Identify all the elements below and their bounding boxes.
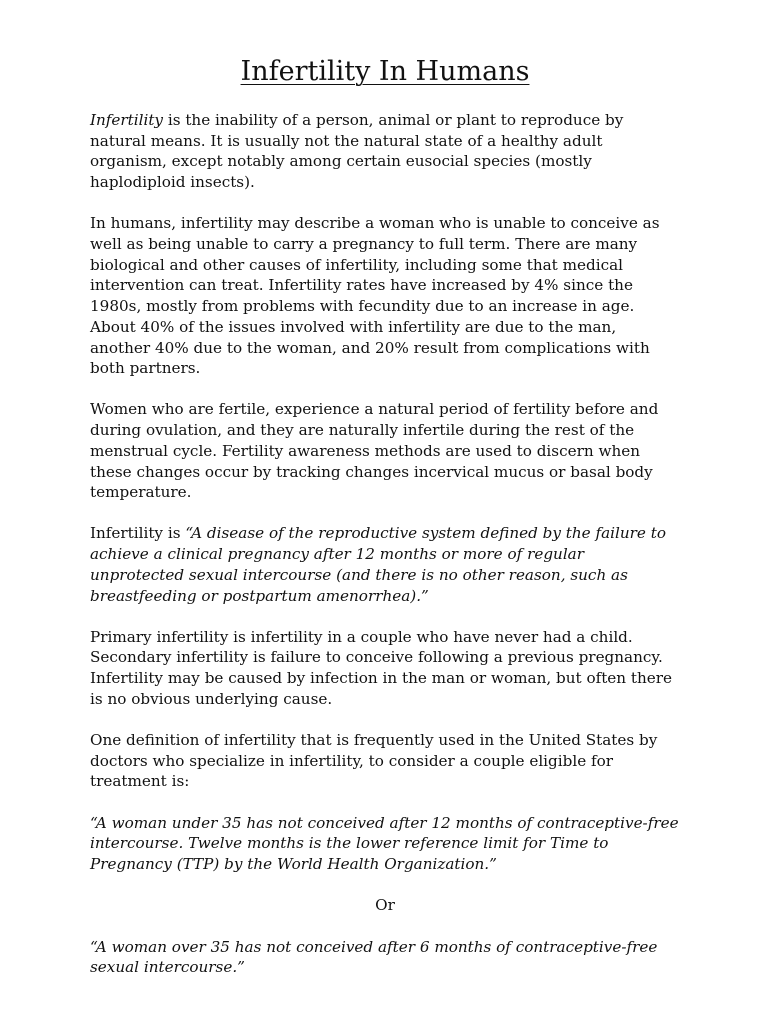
disease-lead: Infertility is — [90, 524, 186, 543]
quote-over-35: “A woman over 35 has not conceived after 6 months of contraceptive-free sexual intercourse.” — [90, 937, 658, 977]
paragraph-humans: In humans, infertility may describe a woman who is unable to conceive as well as being unable to carry a pregnancy to full term. There are many biological and other causes of infertility, including some that medical intervention can treat. Infertility rates have increased by 4% since the 1980s, mostly from problems with fecundity due to an increase in age. About 40% of the issues involved with infertility are due to the man, another 40% due to the woman, and 20% result from complications with both partners. — [90, 214, 660, 378]
paragraph-disease-definition — [90, 523, 680, 606]
disease-quote: “A disease of the reproductive system defined by the failure to achieve a clinical pregnancy after 12 months or more of regular unprotected sexual intercourse (and there is no other reason, such as breastfeeding or postpartum amenorrhea).” — [90, 524, 666, 605]
page-title: Infertility In Humans — [240, 56, 530, 87]
paragraph-primary-secondary: Primary infertility is infertility in a couple who have never had a child. Secondary infertility is failure to conceive following a previous pregnancy. Infertility may be caused by infection in the man or woman, but often there is no obvious underlying cause. — [90, 627, 673, 708]
paragraph-fertile-women: Women who are fertile, experience a natural period of fertility before and during ovulation, and they are naturally infertile during the rest of the menstrual cycle. Fertility awareness methods are used to discern when these changes occur by tracking changes incervical mucus or basal body temperature. — [90, 400, 659, 502]
paragraph-definition — [90, 110, 680, 193]
quote-under-35: “A woman under 35 has not conceived after 12 months of contraceptive-free intercourse. Twelve months is the lower reference limit for Time to Pregnancy (TTP) by the World Health Organization.” — [90, 813, 679, 874]
paragraph-us-definition: One definition of infertility that is frequently used in the United States by doctors who specialize in infertility, to consider a couple eligible for treatment is: — [90, 731, 658, 791]
term-infertility: Infertility — [90, 111, 164, 129]
document-page — [90, 52, 680, 998]
definition-text: is the inability of a person, animal or plant to reproduce by natural means. It is usually not the natural state of a healthy adult organism, except notably among certain eusocial species (mostly haplodiploid insects). — [90, 111, 624, 192]
or-separator: Or — [375, 896, 395, 915]
